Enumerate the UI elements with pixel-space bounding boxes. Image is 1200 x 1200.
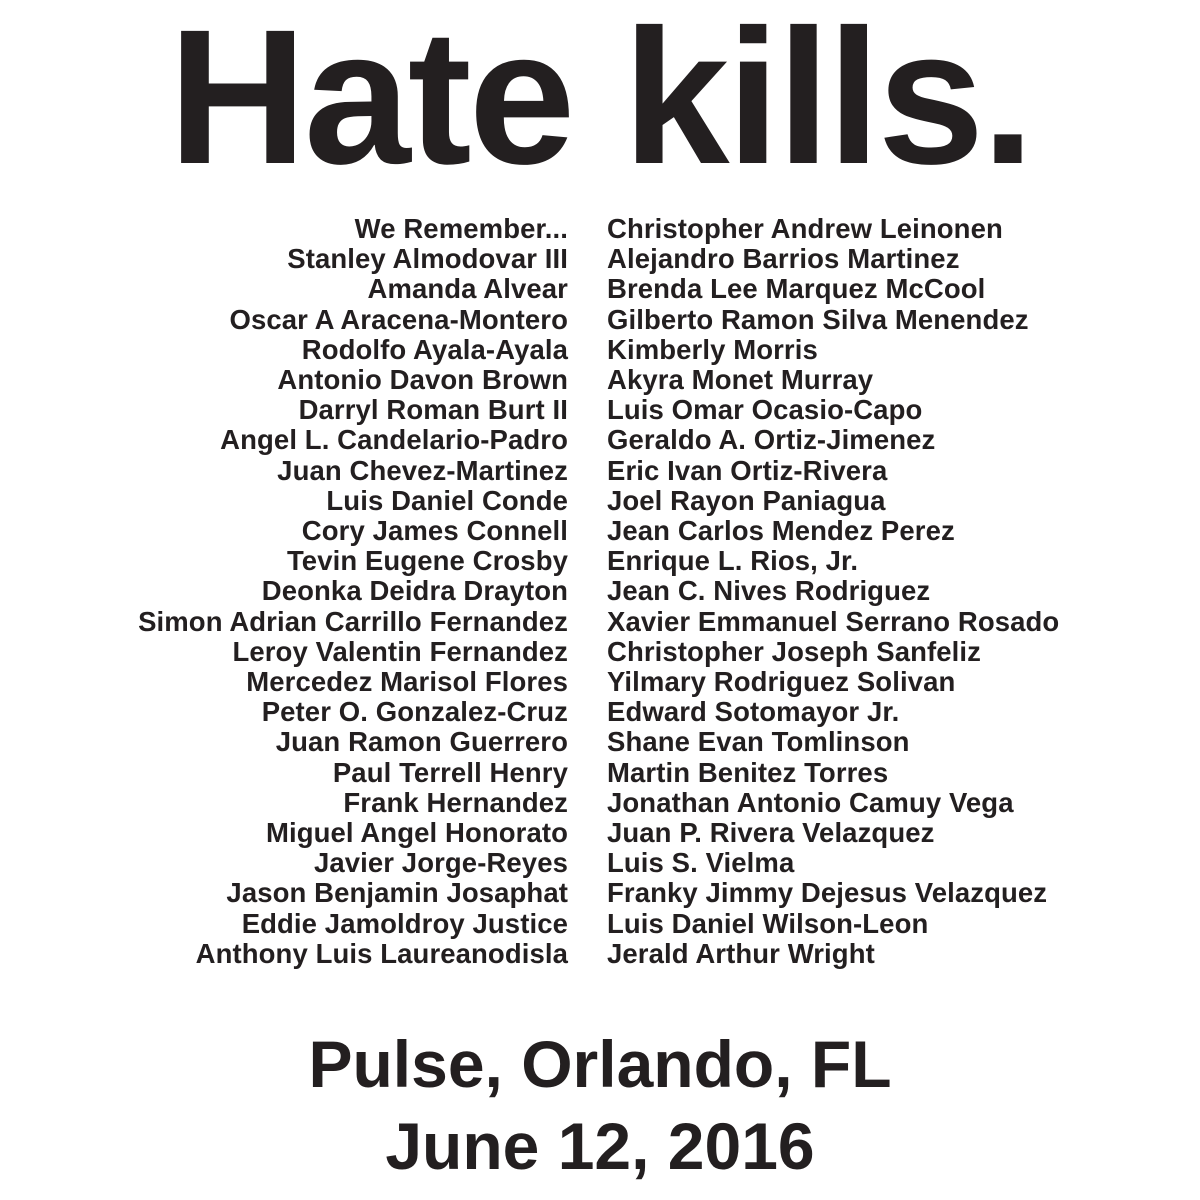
intro-line: We Remember... <box>354 213 568 244</box>
victim-name: Akyra Monet Murray <box>607 364 874 396</box>
victim-name: Kimberly Morris <box>607 333 818 365</box>
victim-name: Luis Daniel Conde <box>326 484 568 516</box>
victim-name: Paul Terrell Henry <box>332 756 568 788</box>
victim-name: Tevin Eugene Crosby <box>286 545 568 577</box>
victim-name: Anthony Luis Laureanodisla <box>195 937 568 969</box>
victim-name: Juan Ramon Guerrero <box>275 726 568 758</box>
victim-name: Antonio Davon Brown <box>277 364 568 396</box>
victim-name: Martin Benitez Torres <box>607 756 889 788</box>
victim-name: Darryl Roman Burt II <box>298 394 568 426</box>
victim-name: Luis Daniel Wilson-Leon <box>607 907 929 939</box>
victim-name: Joel Rayon Paniagua <box>607 484 886 516</box>
victim-name: Leroy Valentin Fernandez <box>232 635 568 667</box>
victim-name: Luis Omar Ocasio-Capo <box>607 394 923 426</box>
victim-name: Jason Benjamin Josaphat <box>226 877 568 909</box>
victim-name: Cory James Connell <box>301 515 568 547</box>
victim-name: Jean C. Nives Rodriguez <box>607 575 931 607</box>
victim-name: Stanley Almodovar III <box>287 243 568 275</box>
victim-name: Jerald Arthur Wright <box>607 937 875 969</box>
victim-name: Christopher Joseph Sanfeliz <box>607 635 982 667</box>
victim-name: Edward Sotomayor Jr. <box>607 696 900 728</box>
victim-name: Peter O. Gonzalez-Cruz <box>261 696 568 728</box>
victim-name: Jean Carlos Mendez Perez <box>607 515 955 547</box>
victim-name: Eric Ivan Ortiz-Rivera <box>607 454 888 486</box>
victim-name: Juan Chevez-Martinez <box>277 454 568 486</box>
victim-name: Franky Jimmy Dejesus Velazquez <box>607 877 1048 909</box>
victim-name: Gilberto Ramon Silva Menendez <box>607 303 1029 335</box>
victim-name: Christopher Andrew Leinonen <box>607 213 1003 244</box>
victim-name: Frank Hernandez <box>343 786 568 818</box>
names-left-column <box>8 214 568 969</box>
victim-name: Rodolfo Ayala-Ayala <box>301 333 568 365</box>
victim-name: Deonka Deidra Drayton <box>261 575 568 607</box>
victim-name: Juan P. Rivera Velazquez <box>607 817 935 849</box>
victim-name: Oscar A Aracena-Montero <box>229 303 568 335</box>
victim-name: Eddie Jamoldroy Justice <box>241 907 568 939</box>
footer-place: Pulse, Orlando, FL <box>308 1027 892 1101</box>
victim-name: Mercedez Marisol Flores <box>246 666 568 698</box>
memorial-names <box>0 214 1200 974</box>
names-right-column <box>607 214 1192 969</box>
headline: Hate kills. <box>168 0 1032 204</box>
victim-name: Alejandro Barrios Martinez <box>607 243 960 275</box>
victim-name: Miguel Angel Honorato <box>265 817 568 849</box>
victim-name: Angel L. Candelario-Padro <box>220 424 568 456</box>
victim-name: Jonathan Antonio Camuy Vega <box>607 786 1014 818</box>
victim-name: Yilmary Rodriguez Solivan <box>607 666 956 698</box>
victim-name: Brenda Lee Marquez McCool <box>607 273 986 305</box>
victim-name: Javier Jorge-Reyes <box>313 847 568 879</box>
victim-name: Amanda Alvear <box>367 273 568 305</box>
footer-date: June 12, 2016 <box>385 1109 815 1183</box>
victim-name: Enrique L. Rios, Jr. <box>607 545 859 577</box>
victim-name: Xavier Emmanuel Serrano Rosado <box>607 605 1060 637</box>
victim-name: Geraldo A. Ortiz-Jimenez <box>607 424 936 456</box>
victim-name: Simon Adrian Carrillo Fernandez <box>138 605 568 637</box>
victim-name: Luis S. Vielma <box>607 847 795 879</box>
victim-name: Shane Evan Tomlinson <box>607 726 910 758</box>
